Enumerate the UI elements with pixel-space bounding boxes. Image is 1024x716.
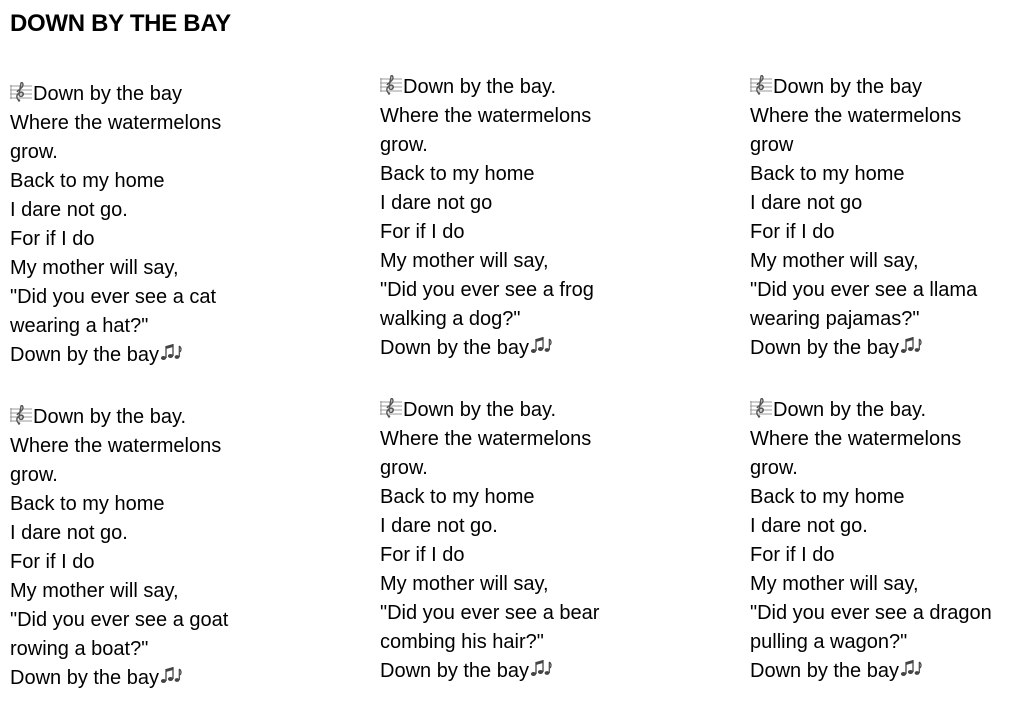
verse-line-text: For if I do <box>380 221 465 243</box>
treble-clef-staff-icon <box>380 398 402 418</box>
verse-line-text: grow. <box>10 141 58 163</box>
verse-line-text: My mother will say, <box>750 250 919 272</box>
verse-line <box>750 454 1010 483</box>
verse-line <box>750 483 1010 512</box>
verse-line-text: walking a dog?" <box>380 308 521 330</box>
verse-line <box>380 247 640 276</box>
page-title: DOWN BY THE BAY <box>10 10 231 37</box>
verse-line <box>10 225 270 254</box>
verse-line-text: My mother will say, <box>380 573 549 595</box>
verse-line <box>750 334 1010 363</box>
music-notes-icon <box>530 335 552 355</box>
verse-line-text: grow. <box>750 457 798 479</box>
verse-line <box>380 102 640 131</box>
verse-line <box>380 425 640 454</box>
verse-line-text: wearing a hat?" <box>10 315 149 337</box>
verse-3 <box>750 73 1010 363</box>
verse-line <box>10 606 270 635</box>
verse-line <box>750 396 1010 425</box>
verse-line <box>380 512 640 541</box>
verse-line-text: Down by the bay. <box>403 76 557 98</box>
verse-line-text: combing his hair?" <box>380 631 544 653</box>
verse-line <box>380 131 640 160</box>
verse-line <box>750 657 1010 686</box>
verse-line <box>380 218 640 247</box>
verse-line-text: My mother will say, <box>10 580 179 602</box>
treble-clef-staff-icon <box>750 398 772 418</box>
verse-line-text: Down by the bay. <box>33 406 187 428</box>
verse-1 <box>10 80 270 370</box>
verse-line <box>10 167 270 196</box>
verse-line <box>380 599 640 628</box>
verse-line <box>10 548 270 577</box>
verse-line <box>380 160 640 189</box>
verse-line <box>380 657 640 686</box>
verse-line-text: Down by the bay <box>10 344 159 366</box>
verse-line-text: "Did you ever see a dragon <box>750 602 992 624</box>
verse-line <box>380 305 640 334</box>
verse-line-text: wearing pajamas?" <box>750 308 920 330</box>
verse-line <box>750 247 1010 276</box>
verse-line-text: Down by the bay. <box>403 399 557 421</box>
verse-line <box>10 577 270 606</box>
verse-line-text: "Did you ever see a llama <box>750 279 978 301</box>
verse-line <box>750 305 1010 334</box>
verse-line <box>10 432 270 461</box>
verse-line-text: Down by the bay <box>380 337 529 359</box>
treble-clef-staff-icon <box>10 82 32 102</box>
verse-line-text: Down by the bay <box>10 667 159 689</box>
verse-line-text: grow. <box>380 457 428 479</box>
verse-line <box>380 570 640 599</box>
verse-line <box>750 512 1010 541</box>
verse-line <box>380 483 640 512</box>
verse-line-text: "Did you ever see a cat <box>10 286 217 308</box>
verse-line-text: I dare not go. <box>10 522 128 544</box>
verse-line <box>380 628 640 657</box>
verse-line <box>380 334 640 363</box>
music-notes-icon <box>160 342 182 362</box>
verse-line <box>10 80 270 109</box>
verse-line-text: Back to my home <box>380 486 535 508</box>
verse-line <box>10 283 270 312</box>
verse-line <box>380 276 640 305</box>
verse-line <box>10 635 270 664</box>
verse-line <box>380 454 640 483</box>
verse-line-text: Where the watermelons <box>750 428 962 450</box>
verse-line <box>10 138 270 167</box>
verse-line <box>380 541 640 570</box>
verse-5 <box>380 396 640 686</box>
verse-line-text: Down by the bay <box>380 660 529 682</box>
verse-line-text: Down by the bay <box>750 660 899 682</box>
music-notes-icon <box>160 665 182 685</box>
verse-line-text: My mother will say, <box>10 257 179 279</box>
verse-line <box>750 541 1010 570</box>
verse-line <box>380 396 640 425</box>
verse-line-text: Where the watermelons <box>10 112 222 134</box>
verse-line <box>750 131 1010 160</box>
verse-line-text: Down by the bay <box>33 83 182 105</box>
verse-line-text: grow. <box>380 134 428 156</box>
verse-line-text: For if I do <box>10 551 95 573</box>
verse-line <box>750 160 1010 189</box>
verse-line-text: For if I do <box>750 221 835 243</box>
treble-clef-staff-icon <box>750 75 772 95</box>
verse-line-text: I dare not go. <box>380 515 498 537</box>
verse-line <box>380 189 640 218</box>
verse-line-text: I dare not go <box>380 192 493 214</box>
verse-line-text: I dare not go <box>750 192 863 214</box>
verse-line <box>10 519 270 548</box>
verse-line-text: Where the watermelons <box>380 105 592 127</box>
verse-line <box>750 570 1010 599</box>
verse-line-text: "Did you ever see a bear <box>380 602 600 624</box>
verse-line-text: Back to my home <box>380 163 535 185</box>
verse-line-text: Back to my home <box>750 486 905 508</box>
verse-line <box>10 664 270 693</box>
verse-line <box>10 196 270 225</box>
verse-line <box>380 73 640 102</box>
music-notes-icon <box>900 658 922 678</box>
verse-line-text: For if I do <box>380 544 465 566</box>
verse-line <box>750 189 1010 218</box>
verse-line <box>750 599 1010 628</box>
verse-line-text: I dare not go. <box>10 199 128 221</box>
verse-line-text: "Did you ever see a goat <box>10 609 229 631</box>
verse-line <box>750 73 1010 102</box>
verse-line <box>10 312 270 341</box>
verse-line-text: Where the watermelons <box>380 428 592 450</box>
verse-line-text: For if I do <box>750 544 835 566</box>
verse-line <box>750 425 1010 454</box>
verse-line <box>10 341 270 370</box>
treble-clef-staff-icon <box>10 405 32 425</box>
verse-line-text: Where the watermelons <box>750 105 962 127</box>
verse-line-text: Back to my home <box>10 170 165 192</box>
verse-line-text: "Did you ever see a frog <box>380 279 594 301</box>
music-notes-icon <box>900 335 922 355</box>
verse-line <box>750 102 1010 131</box>
verse-4 <box>10 403 270 693</box>
verse-line <box>10 109 270 138</box>
verse-line-text: For if I do <box>10 228 95 250</box>
verse-line-text: grow <box>750 134 794 156</box>
verse-line <box>750 218 1010 247</box>
music-notes-icon <box>530 658 552 678</box>
verse-line <box>10 403 270 432</box>
treble-clef-staff-icon <box>380 75 402 95</box>
verse-line-text: Back to my home <box>10 493 165 515</box>
verse-line <box>750 628 1010 657</box>
verse-line <box>750 276 1010 305</box>
verse-line-text: My mother will say, <box>750 573 919 595</box>
verse-line <box>10 461 270 490</box>
verse-line-text: My mother will say, <box>380 250 549 272</box>
verse-line-text: Down by the bay <box>750 337 899 359</box>
verse-line-text: Down by the bay <box>773 76 922 98</box>
verse-6 <box>750 396 1010 686</box>
verse-line <box>10 254 270 283</box>
verse-line-text: rowing a boat?" <box>10 638 149 660</box>
verse-line-text: pulling a wagon?" <box>750 631 908 653</box>
verse-line-text: Back to my home <box>750 163 905 185</box>
verse-line <box>10 490 270 519</box>
verse-2 <box>380 73 640 363</box>
verse-line-text: Down by the bay. <box>773 399 927 421</box>
verse-line-text: Where the watermelons <box>10 435 222 457</box>
verse-line-text: I dare not go. <box>750 515 868 537</box>
verse-line-text: grow. <box>10 464 58 486</box>
